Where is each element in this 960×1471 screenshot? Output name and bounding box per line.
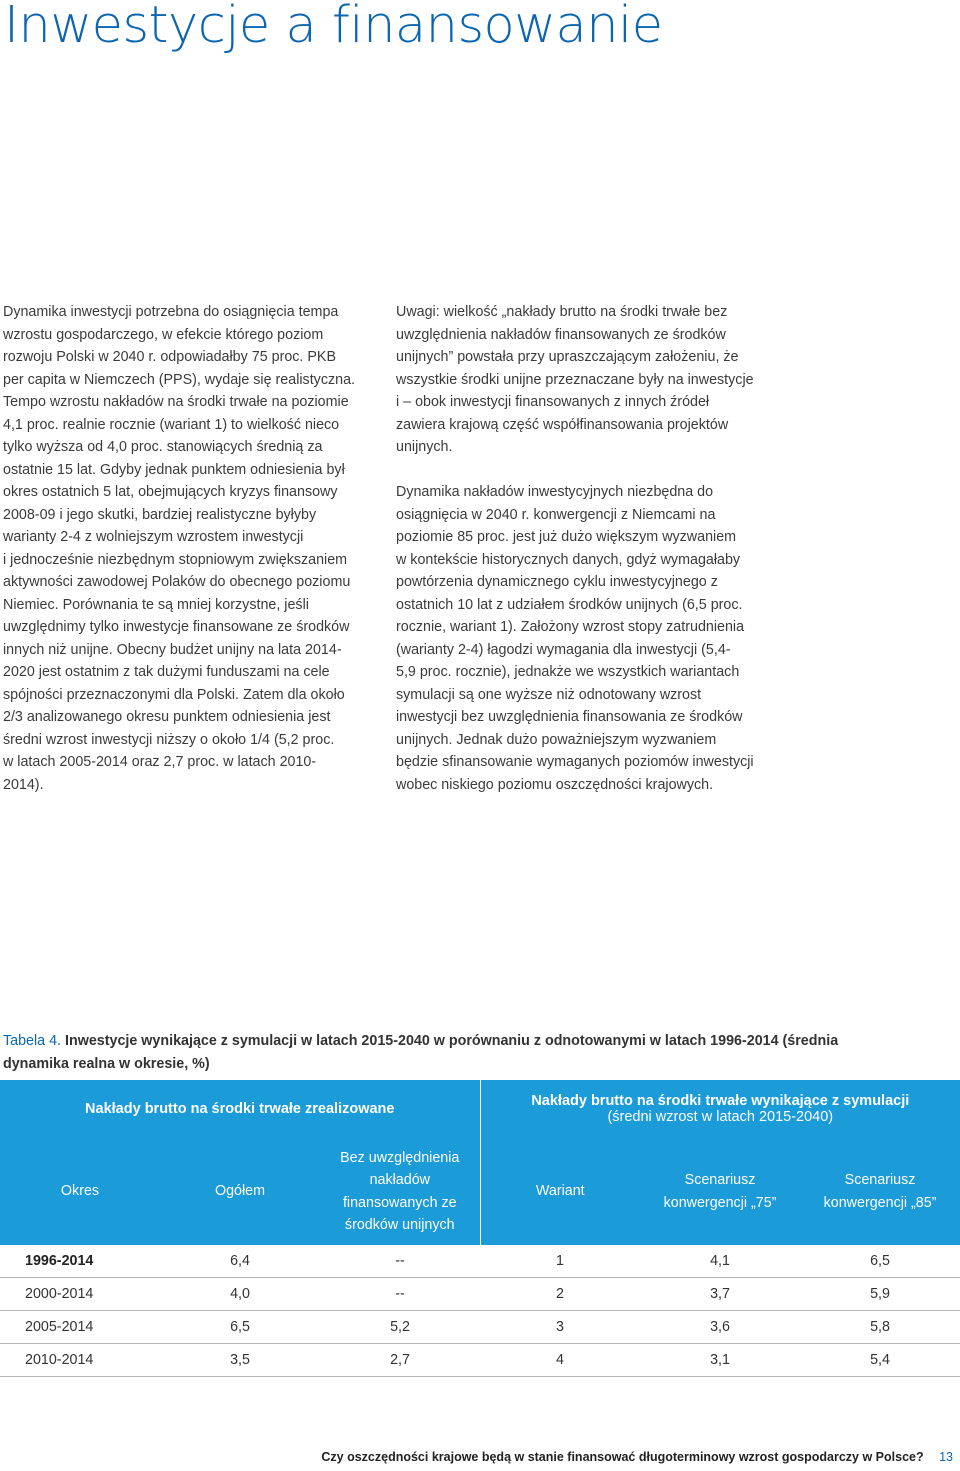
cell-s85: 5,8 <box>800 1311 960 1344</box>
table-caption-text: Inwestycje wynikające z symulacji w latach 2015-2040 w porównaniu z odnotowanymi w latach 1996-2014 (średnia <box>65 1033 839 1049</box>
cell-s85: 6,5 <box>800 1245 960 1278</box>
investment-table <box>0 1080 960 1377</box>
right-line: poziomie 85 proc. jest już dużo większym wyzwaniem <box>396 529 737 545</box>
table-row <box>0 1245 960 1278</box>
right-line: inwestycji bez uwzględnienia finansowania ze środków <box>396 709 743 725</box>
left-line: średni wzrost inwestycji niższy o około 1/4 (5,2 proc. <box>3 731 335 748</box>
left-line: per capita w Niemczech (PPS), wydaje się realistyczna. <box>3 371 355 388</box>
cell-s85: 5,4 <box>800 1344 960 1377</box>
right-line: ostatnich 10 lat z udziałem środków unijnych (6,5 proc. <box>396 596 743 613</box>
table-row <box>0 1344 960 1377</box>
right-line: będzie sfinansowanie wymaganych poziomów inwestycji <box>396 754 754 770</box>
left-line: innych niż unijne. Obecny budżet unijny na lata 2014- <box>3 641 342 658</box>
cell-okres: 2000-2014 <box>0 1278 160 1311</box>
table-row <box>0 1311 960 1344</box>
right-line: rocznie, wariant 1). Założony wzrost stopy zatrudnienia <box>396 619 745 635</box>
right-line: (warianty 2-4) łagodzi wymagania dla inwestycji (5,4- <box>396 641 731 658</box>
left-line: spójności przeznaczonymi dla Polski. Zatem dla około <box>3 686 345 703</box>
left-line: ostatnie 15 lat. Gdyby jednak punktem odniesienia był <box>3 461 345 478</box>
cell-s85: 5,9 <box>800 1278 960 1311</box>
right-line: osiągnięcia w 2040 r. konwergencji z Niemcami na <box>396 506 716 523</box>
left-line: 2020 jest ostatnim z tak dużymi funduszami na cele <box>3 664 330 680</box>
right-line: symulacji są one wyższe niż odnotowany wzrost <box>396 686 702 703</box>
left-line: 2/3 analizowanego okresu punktem odniesienia jest <box>3 709 331 725</box>
right-line: Uwagi: wielkość „nakłady brutto na środki trwałe bez <box>396 304 728 320</box>
right-line: powtórzenia dynamicznego cyklu inwestycyjnego z <box>396 574 718 590</box>
left-line: aktywności zawodowej Polaków do obecnego poziomu <box>3 574 351 590</box>
right-line: wobec niskiego poziomu oszczędności krajowych. <box>396 776 714 793</box>
col-header-bez-ue: Bez uwzględnienia nakładów finansowanych ze środków unijnych <box>320 1138 480 1245</box>
cell-bez: -- <box>320 1278 480 1311</box>
cell-okres: 2005-2014 <box>0 1311 160 1344</box>
cell-okres: 1996-2014 <box>0 1245 160 1278</box>
right-line: unijnych. Jednak dużo poważniejszym wyzwaniem <box>396 731 717 748</box>
cell-wariant: 2 <box>480 1278 640 1311</box>
right-line: i – obok inwestycji finansowanych z innych źródeł <box>396 394 710 410</box>
group-header-simulated-sub: (średni wzrost w latach 2015-2040) <box>607 1109 834 1125</box>
right-line: unijnych” powstała przy upraszczającym założeniu, że <box>396 349 739 365</box>
col-header-okres: Okres <box>0 1138 160 1245</box>
left-line: 2008-09 i jego skutki, bardziej realistyczne byłyby <box>3 506 317 523</box>
footer-title: Czy oszczędności krajowe będą w stanie finansować długoterminowy wzrost gospodarczy w Polsce? <box>321 1450 924 1464</box>
left-text-column <box>3 301 369 796</box>
cell-wariant: 3 <box>480 1311 640 1344</box>
col-header-wariant: Wariant <box>480 1138 640 1245</box>
right-line: uwzględnienia nakładów finansowanych ze środków <box>396 326 726 343</box>
cell-ogolem: 6,4 <box>160 1245 320 1278</box>
cell-s75: 4,1 <box>640 1245 800 1278</box>
left-line: w latach 2005-2014 oraz 2,7 proc. w latach 2010- <box>3 754 317 770</box>
right-line: wszystkie środki unijne przeznaczane były na inwestycje <box>396 371 754 388</box>
right-text-column <box>396 301 768 796</box>
cell-ogolem: 6,5 <box>160 1311 320 1344</box>
cell-bez: -- <box>320 1245 480 1278</box>
cell-bez: 5,2 <box>320 1311 480 1344</box>
right-line: unijnych. <box>396 439 453 455</box>
left-line: 4,1 proc. realnie rocznie (wariant 1) to wielkość nieco <box>3 416 340 433</box>
paragraph-gap <box>396 459 768 482</box>
cell-bez: 2,7 <box>320 1344 480 1377</box>
table-caption-text-2: dynamika realna w okresie, %) <box>3 1055 210 1072</box>
table-caption-label: Tabela 4. <box>3 1033 62 1049</box>
table-caption <box>3 1030 953 1075</box>
table-row <box>0 1278 960 1311</box>
left-line: warianty 2-4 z wolniejszym wzrostem inwestycji <box>3 529 304 545</box>
right-line: w kontekście historycznych danych, gdyż wymagałaby <box>396 551 741 568</box>
left-line: Dynamika inwestycji potrzebna do osiągnięcia tempa <box>3 304 339 320</box>
col-header-ogolem: Ogółem <box>160 1138 320 1245</box>
left-line: tylko wyższa od 4,0 proc. stanowiących średnią za <box>3 439 323 455</box>
page-number: 13 <box>939 1450 953 1464</box>
group-header-simulated: Nakłady brutto na środki trwałe wynikające z symulacji (średni wzrost w latach 2015-2040) <box>480 1080 960 1138</box>
left-line: Tempo wzrostu nakładów na środki trwałe na poziomie <box>3 394 349 410</box>
left-line: uwzględnimy tylko inwestycje finansowane ze środków <box>3 619 350 635</box>
left-line: wzrostu gospodarczego, w efekcie którego poziom <box>3 326 324 343</box>
page-title: Inwestycje a finansowanie <box>4 0 663 55</box>
group-header-realized: Nakłady brutto na środki trwałe zrealizowane <box>0 1080 480 1138</box>
right-line: zawiera krajową część współfinansowania projektów <box>396 416 729 433</box>
left-line: Niemiec. Porównania te są mniej korzystne, jeśli <box>3 596 309 613</box>
left-line: 2014). <box>3 776 44 793</box>
cell-s75: 3,6 <box>640 1311 800 1344</box>
cell-wariant: 4 <box>480 1344 640 1377</box>
col-header-scenariusz-75: Scenariusz konwergencji „75” <box>640 1138 800 1245</box>
cell-s75: 3,7 <box>640 1278 800 1311</box>
left-line: i jednocześnie niezbędnym stopniowym zwiększaniem <box>3 551 348 568</box>
right-line: Dynamika nakładów inwestycyjnych niezbędna do <box>396 484 714 500</box>
cell-s75: 3,1 <box>640 1344 800 1377</box>
left-line: okres ostatnich 5 lat, obejmujących kryzys finansowy <box>3 484 338 500</box>
cell-wariant: 1 <box>480 1245 640 1278</box>
left-line: rozwoju Polski w 2040 r. odpowiadałby 75 proc. PKB <box>3 349 336 365</box>
col-header-scenariusz-85: Scenariusz konwergencji „85” <box>800 1138 960 1245</box>
page-footer <box>321 1450 953 1464</box>
cell-ogolem: 4,0 <box>160 1278 320 1311</box>
cell-ogolem: 3,5 <box>160 1344 320 1377</box>
cell-okres: 2010-2014 <box>0 1344 160 1377</box>
right-line: 5,9 proc. rocznie), jednakże we wszystkich wariantach <box>396 664 740 680</box>
